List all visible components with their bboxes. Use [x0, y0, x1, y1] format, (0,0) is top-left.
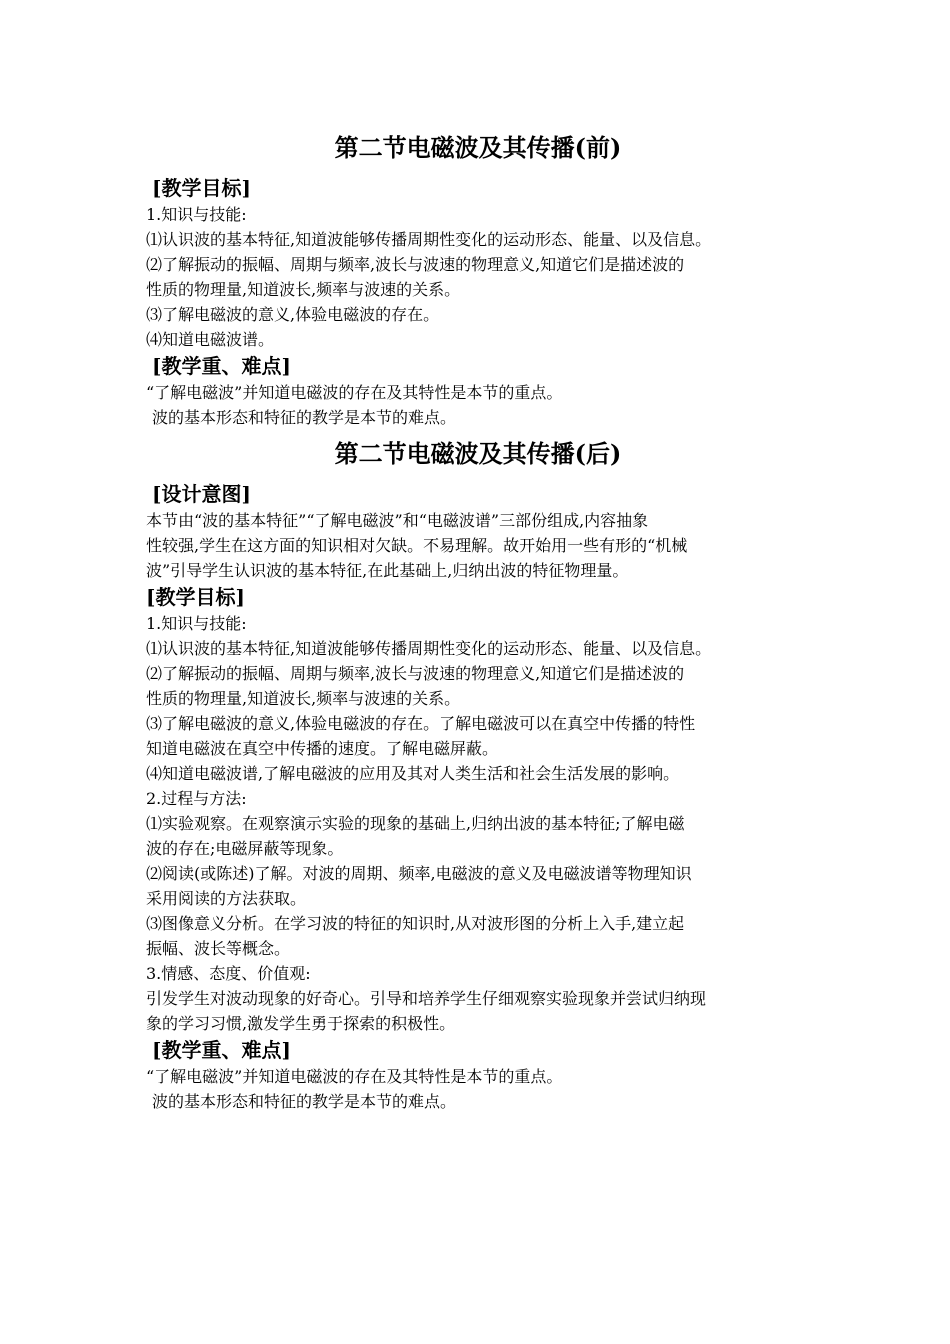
text-line: 采用阅读的方法获取。	[146, 889, 307, 908]
design-intent-list	[146, 508, 810, 583]
design-intent-heading: [设计意图]	[152, 482, 251, 506]
text-line: “了解电磁波”并知道电磁波的存在及其特性是本节的重点。	[146, 383, 563, 402]
text-line: 性较强,学生在这方面的知识相对欠缺。不易理解。故开始用一些有形的“机械	[146, 536, 688, 555]
text-line: “了解电磁波”并知道电磁波的存在及其特性是本节的重点。	[146, 1067, 563, 1086]
text-line: 本节由“波的基本特征”“了解电磁波”和“电磁波谱”三部份组成,内容抽象	[146, 511, 649, 530]
text-line: 1.知识与技能:	[146, 614, 247, 633]
key-points-heading: [教学重、难点]	[152, 354, 291, 378]
text-line: 波的存在;电磁屏蔽等现象。	[146, 839, 344, 858]
text-line: ⑵了解振动的振幅、周期与频率,波长与波速的物理意义,知道它们是描述波的	[146, 664, 685, 683]
text-line: 波的基本形态和特征的教学是本节的难点。	[152, 408, 457, 427]
key-points-list	[146, 1064, 810, 1114]
section-title-second: 第二节电磁波及其传播(后)	[334, 439, 622, 468]
text-line: ⑵阅读(或陈述)了解。对波的周期、频率,电磁波的意义及电磁波谱等物理知识	[146, 864, 692, 883]
document-page	[146, 128, 810, 1114]
text-line: ⑶了解电磁波的意义,体验电磁波的存在。	[146, 305, 440, 324]
text-line: 知道电磁波在真空中传播的速度。了解电磁屏蔽。	[146, 739, 499, 758]
text-line: ⑴认识波的基本特征,知道波能够传播周期性变化的运动形态、能量、以及信息。	[146, 639, 712, 658]
text-line: 性质的物理量,知道波长,频率与波速的关系。	[146, 280, 461, 299]
text-line: 振幅、波长等概念。	[146, 939, 291, 958]
text-line: 波的基本形态和特征的教学是本节的难点。	[152, 1092, 457, 1111]
text-line: 引发学生对波动现象的好奇心。引导和培养学生仔细观察实验现象并尝试归纳现	[146, 989, 707, 1008]
text-line: 波”引导学生认识波的基本特征,在此基础上,归纳出波的特征物理量。	[146, 561, 629, 580]
teaching-goals-heading: [教学目标]	[146, 585, 245, 609]
text-line: ⑴认识波的基本特征,知道波能够传播周期性变化的运动形态、能量、以及信息。	[146, 230, 712, 249]
text-line: ⑷知道电磁波谱,了解电磁波的应用及其对人类生活和社会生活发展的影响。	[146, 764, 680, 783]
text-line: ⑷知道电磁波谱。	[146, 330, 275, 349]
text-line: 性质的物理量,知道波长,频率与波速的关系。	[146, 689, 461, 708]
text-line: 3.情感、态度、价值观:	[146, 964, 311, 983]
text-line: ⑶图像意义分析。在学习波的特征的知识时,从对波形图的分析上入手,建立起	[146, 914, 685, 933]
key-points-list	[146, 380, 810, 430]
text-line: 象的学习习惯,激发学生勇于探索的积极性。	[146, 1014, 456, 1033]
teaching-goals-list	[146, 611, 810, 1036]
teaching-goals-heading: [教学目标]	[152, 176, 251, 200]
text-line: 1.知识与技能:	[146, 205, 247, 224]
text-line: 2.过程与方法:	[146, 789, 247, 808]
teaching-goals-list	[146, 202, 810, 352]
key-points-heading: [教学重、难点]	[152, 1038, 291, 1062]
section-title-first: 第二节电磁波及其传播(前)	[334, 133, 622, 162]
text-line: ⑵了解振动的振幅、周期与频率,波长与波速的物理意义,知道它们是描述波的	[146, 255, 685, 274]
text-line: ⑶了解电磁波的意义,体验电磁波的存在。了解电磁波可以在真空中传播的特性	[146, 714, 696, 733]
text-line: ⑴实验观察。在观察演示实验的现象的基础上,归纳出波的基本特征;了解电磁	[146, 814, 685, 833]
